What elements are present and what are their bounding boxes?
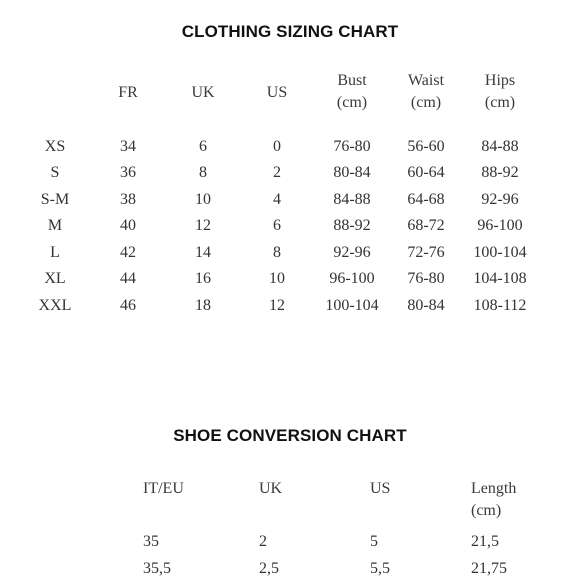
clothing-header-6: Hips (cm) xyxy=(484,72,516,111)
clothing-table-cell: 6 xyxy=(273,217,281,234)
shoe-table-cell: 35,5 xyxy=(143,560,171,577)
clothing-table-cell: 10 xyxy=(195,191,211,208)
clothing-table-cell: 88-92 xyxy=(333,217,371,234)
clothing-table-cell: 40 xyxy=(120,217,136,234)
shoe-header-0: IT/EU xyxy=(143,480,184,497)
clothing-header-3: US xyxy=(266,84,288,101)
shoe-header-1: UK xyxy=(259,480,283,497)
shoe-table-cell: 2,5 xyxy=(259,560,279,577)
clothing-table-cell: 4 xyxy=(273,191,281,208)
clothing-size-label: S-M xyxy=(40,191,70,208)
clothing-table-cell: 12 xyxy=(269,297,285,314)
clothing-table-cell: 34 xyxy=(120,138,136,155)
clothing-table-cell: 36 xyxy=(120,164,136,181)
shoe-header-2: US xyxy=(370,480,391,497)
clothing-table-cell: 0 xyxy=(273,138,281,155)
clothing-header-4: Bust (cm) xyxy=(336,72,368,111)
shoe-table-cell: 5 xyxy=(370,533,378,550)
clothing-table-cell: 60-64 xyxy=(407,164,445,181)
clothing-table-cell: 108-112 xyxy=(473,297,527,314)
clothing-size-label: S xyxy=(50,164,60,181)
clothing-table-cell: 68-72 xyxy=(407,217,445,234)
clothing-table-cell: 80-84 xyxy=(407,297,445,314)
clothing-table-cell: 104-108 xyxy=(473,270,527,287)
shoe-chart-title: SHOE CONVERSION CHART xyxy=(173,426,407,445)
shoe-table-cell: 2 xyxy=(259,533,267,550)
clothing-table-cell: 72-76 xyxy=(407,244,445,261)
clothing-size-label: XXL xyxy=(38,297,72,314)
clothing-table-cell: 76-80 xyxy=(407,270,445,287)
clothing-table-cell: 92-96 xyxy=(333,244,371,261)
clothing-table-cell: 84-88 xyxy=(481,138,519,155)
clothing-table-cell: 96-100 xyxy=(329,270,375,287)
clothing-table-cell: 76-80 xyxy=(333,138,371,155)
clothing-table-cell: 88-92 xyxy=(481,164,519,181)
clothing-table-cell: 64-68 xyxy=(407,191,445,208)
clothing-table-cell: 10 xyxy=(269,270,285,287)
clothing-size-label: XL xyxy=(44,270,66,287)
shoe-table-cell: 35 xyxy=(143,533,159,550)
clothing-table-cell: 56-60 xyxy=(407,138,445,155)
clothing-chart-title: CLOTHING SIZING CHART xyxy=(181,22,399,41)
clothing-header-1: FR xyxy=(118,84,138,101)
clothing-table-cell: 44 xyxy=(120,270,136,287)
clothing-table-cell: 38 xyxy=(120,191,136,208)
clothing-table-cell: 2 xyxy=(273,164,281,181)
clothing-table-cell: 84-88 xyxy=(333,191,371,208)
clothing-table-cell: 42 xyxy=(120,244,136,261)
shoe-table-cell: 21,5 xyxy=(471,533,499,550)
clothing-table-cell: 80-84 xyxy=(333,164,371,181)
shoe-header-3: Length (cm) xyxy=(471,480,517,519)
clothing-table-cell: 46 xyxy=(120,297,136,314)
clothing-table-cell: 100-104 xyxy=(325,297,379,314)
clothing-table-cell: 8 xyxy=(273,244,281,261)
clothing-table-cell: 18 xyxy=(195,297,211,314)
clothing-size-label: L xyxy=(50,244,60,261)
clothing-table-cell: 8 xyxy=(199,164,207,181)
clothing-table-cell: 6 xyxy=(199,138,207,155)
clothing-table-cell: 12 xyxy=(195,217,211,234)
clothing-size-label: XS xyxy=(44,138,66,155)
clothing-size-label: M xyxy=(47,217,63,234)
shoe-table-cell: 5,5 xyxy=(370,560,390,577)
clothing-table-cell: 16 xyxy=(195,270,211,287)
clothing-table-cell: 96-100 xyxy=(477,217,523,234)
shoe-table-cell: 21,75 xyxy=(471,560,507,577)
clothing-table-cell: 92-96 xyxy=(481,191,519,208)
clothing-header-5: Waist (cm) xyxy=(407,72,445,111)
clothing-header-2: UK xyxy=(191,84,215,101)
clothing-table-cell: 100-104 xyxy=(473,244,527,261)
clothing-table-cell: 14 xyxy=(195,244,211,261)
